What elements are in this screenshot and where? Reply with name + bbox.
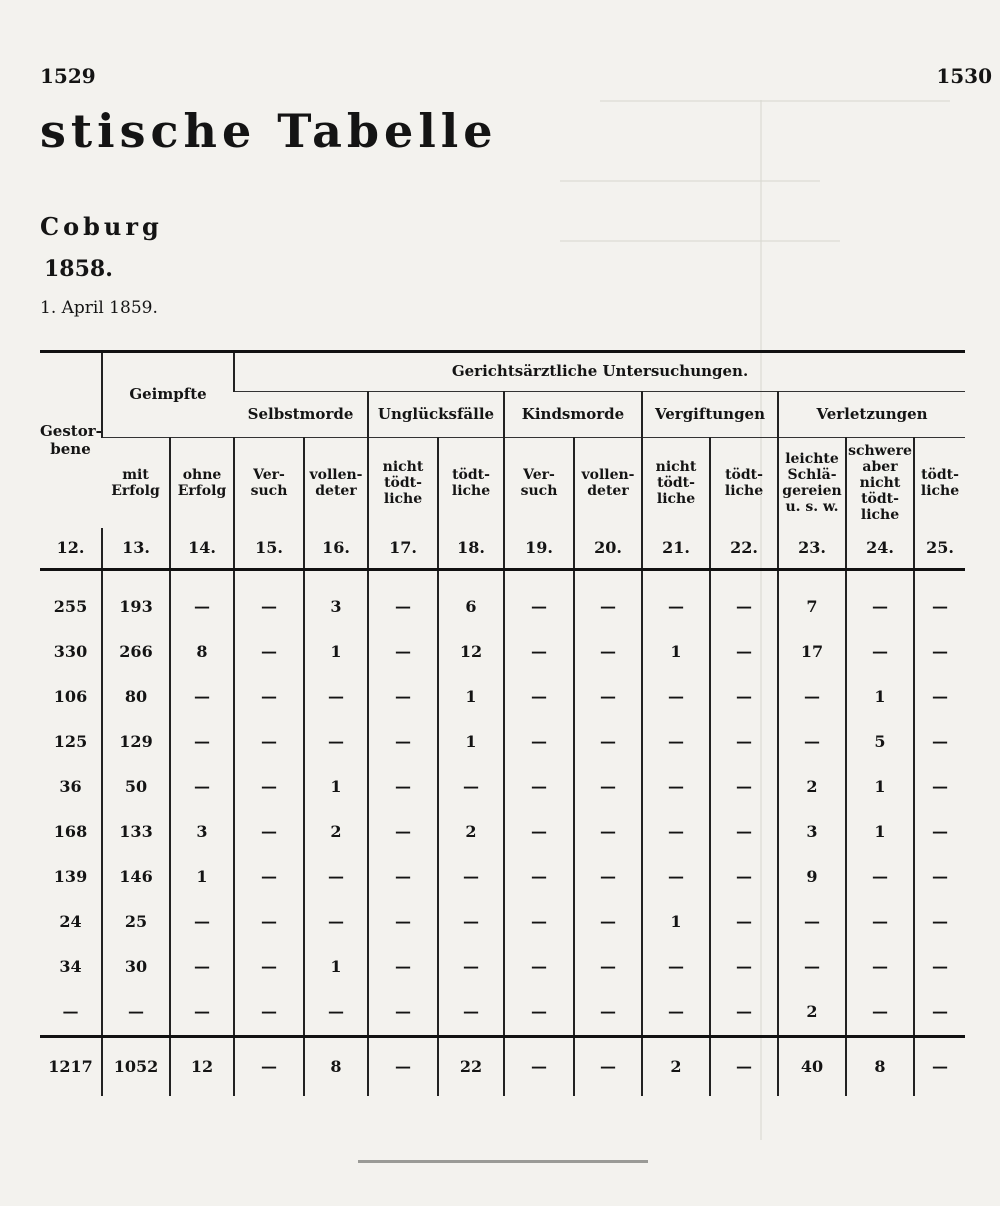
header-kindsmord-vollendeter: vollen- deter bbox=[574, 438, 642, 529]
column-number: 16. bbox=[304, 528, 368, 570]
table-cell: 266 bbox=[102, 630, 170, 675]
place-name: Coburg bbox=[40, 212, 163, 241]
table-cell: — bbox=[368, 900, 438, 945]
table-cell: — bbox=[846, 990, 914, 1037]
table-cell: — bbox=[574, 810, 642, 855]
table-cell: 2 bbox=[304, 810, 368, 855]
header-verletzung-toedtliche: tödt- liche bbox=[914, 438, 965, 529]
total-cell: 1217 bbox=[40, 1037, 102, 1097]
table-cell: — bbox=[710, 765, 778, 810]
bleed-mark bbox=[560, 180, 820, 182]
table-cell: 1 bbox=[438, 720, 504, 765]
table-cell: — bbox=[710, 675, 778, 720]
table-body bbox=[40, 570, 965, 1037]
table-cell: — bbox=[368, 630, 438, 675]
table-cell: — bbox=[234, 945, 304, 990]
table-cell: — bbox=[846, 630, 914, 675]
column-number: 13. bbox=[102, 528, 170, 570]
header-verletzungen: Verletzungen bbox=[778, 392, 965, 438]
table-cell: — bbox=[914, 900, 965, 945]
table-cell: — bbox=[914, 630, 965, 675]
table-cell: 1 bbox=[304, 945, 368, 990]
table-cell: — bbox=[234, 675, 304, 720]
table-row bbox=[40, 855, 965, 900]
table-cell: 25 bbox=[102, 900, 170, 945]
table-cell: 1 bbox=[846, 675, 914, 720]
table-cell: 7 bbox=[778, 570, 846, 631]
table-cell: — bbox=[504, 675, 574, 720]
table-cell: — bbox=[102, 990, 170, 1037]
table-row bbox=[40, 945, 965, 990]
table-totals bbox=[40, 1037, 965, 1097]
table-cell: — bbox=[234, 855, 304, 900]
table-cell: — bbox=[642, 810, 710, 855]
table-cell: 24 bbox=[59, 912, 82, 932]
header-vergiftungen: Vergiftungen bbox=[642, 392, 778, 438]
table-cell: 9 bbox=[778, 855, 846, 900]
table-cell: 106 bbox=[53, 687, 88, 707]
table-cell: — bbox=[846, 900, 914, 945]
header-selbstmorde: Selbstmorde bbox=[247, 404, 354, 423]
table-cell: — bbox=[710, 720, 778, 765]
table-cell: — bbox=[368, 855, 438, 900]
table-cell: — bbox=[504, 900, 574, 945]
bleed-mark bbox=[560, 240, 840, 242]
total-cell: — bbox=[504, 1037, 574, 1097]
table-cell: — bbox=[574, 675, 642, 720]
table-cell: — bbox=[170, 765, 234, 810]
table-cell: 125 bbox=[53, 732, 88, 752]
table-cell: — bbox=[368, 945, 438, 990]
table-cell: 1 bbox=[304, 630, 368, 675]
header-ungluecksfaelle: Unglücksfälle bbox=[368, 392, 504, 438]
table-cell: — bbox=[914, 990, 965, 1037]
table-cell: — bbox=[914, 855, 965, 900]
table-cell: 8 bbox=[170, 630, 234, 675]
table-cell: — bbox=[642, 765, 710, 810]
date-line: 1. April 1859. bbox=[40, 298, 158, 318]
table-cell: 146 bbox=[102, 855, 170, 900]
table-cell: 193 bbox=[102, 570, 170, 631]
statistics-table bbox=[40, 350, 965, 1096]
table-cell: — bbox=[642, 720, 710, 765]
total-cell: 1052 bbox=[102, 1037, 170, 1097]
year: 1858. bbox=[44, 256, 113, 282]
table-cell: — bbox=[710, 630, 778, 675]
header-unglueck-nicht-toedtliche: nicht tödt- liche bbox=[368, 438, 438, 529]
table-cell: — bbox=[504, 990, 574, 1037]
table-cell: — bbox=[914, 810, 965, 855]
table-cell: — bbox=[504, 765, 574, 810]
table-cell: — bbox=[710, 990, 778, 1037]
table-cell: — bbox=[368, 765, 438, 810]
header-kindsmorde: Kindsmorde bbox=[504, 392, 642, 438]
header-gerichtsaerztliche: Gerichtsärztliche Untersuchungen. bbox=[234, 352, 965, 392]
total-cell: — bbox=[574, 1037, 642, 1097]
table-cell: — bbox=[914, 945, 965, 990]
header-mit-erfolg: mit Erfolg bbox=[111, 466, 160, 499]
table-cell: — bbox=[170, 900, 234, 945]
column-number: 15. bbox=[234, 528, 304, 570]
table-cell: — bbox=[574, 990, 642, 1037]
table-cell: — bbox=[368, 720, 438, 765]
table-cell: 3 bbox=[778, 810, 846, 855]
table-cell: — bbox=[304, 990, 368, 1037]
table-cell: 2 bbox=[438, 810, 504, 855]
header-leichte-schlaegereien: leichte Schlä- gereien u. s. w. bbox=[778, 438, 846, 529]
table-cell: 50 bbox=[102, 765, 170, 810]
column-number: 18. bbox=[438, 528, 504, 570]
header-kindsmord-versuch: Ver- such bbox=[504, 438, 574, 529]
total-cell: — bbox=[234, 1037, 304, 1097]
table-cell: 34 bbox=[59, 957, 82, 977]
table-cell: 1 bbox=[304, 765, 368, 810]
table-cell: — bbox=[234, 570, 304, 631]
table-cell: — bbox=[574, 855, 642, 900]
table-cell: 3 bbox=[170, 810, 234, 855]
table-cell: — bbox=[710, 570, 778, 631]
table-cell: 1 bbox=[846, 810, 914, 855]
table-cell: — bbox=[62, 1002, 79, 1022]
column-number-row bbox=[40, 528, 965, 570]
table-cell: — bbox=[234, 630, 304, 675]
column-number: 23. bbox=[778, 528, 846, 570]
table-cell: — bbox=[504, 570, 574, 631]
table-cell: — bbox=[574, 570, 642, 631]
column-number: 25. bbox=[914, 528, 965, 570]
table-cell: 36 bbox=[59, 777, 82, 797]
table-cell: — bbox=[914, 720, 965, 765]
table-cell: — bbox=[574, 900, 642, 945]
table-cell: — bbox=[368, 990, 438, 1037]
table-cell: — bbox=[368, 675, 438, 720]
table-row bbox=[40, 765, 965, 810]
column-number: 22. bbox=[710, 528, 778, 570]
table-cell: — bbox=[304, 855, 368, 900]
total-cell: — bbox=[914, 1037, 965, 1097]
header-gestorbene: Gestor- bene bbox=[40, 352, 102, 529]
header-unglueck-toedtliche: tödt- liche bbox=[438, 438, 504, 529]
header-vergiftung-toedtliche: tödt- liche bbox=[710, 438, 778, 529]
page-number-left: 1529 bbox=[40, 64, 96, 88]
table-cell: — bbox=[504, 720, 574, 765]
table-row bbox=[40, 720, 965, 765]
table-cell: — bbox=[170, 945, 234, 990]
table-cell: — bbox=[368, 570, 438, 631]
bottom-rule bbox=[358, 1160, 648, 1163]
table-cell: — bbox=[170, 675, 234, 720]
table-cell: — bbox=[170, 720, 234, 765]
table-row bbox=[40, 900, 965, 945]
table-cell: — bbox=[504, 945, 574, 990]
table-cell: — bbox=[234, 900, 304, 945]
header-selbstmord-versuch: Ver- such bbox=[234, 438, 304, 529]
table-cell: — bbox=[304, 900, 368, 945]
table-cell: — bbox=[504, 810, 574, 855]
table-cell: — bbox=[170, 570, 234, 631]
column-number: 14. bbox=[170, 528, 234, 570]
table-cell: — bbox=[642, 855, 710, 900]
table-cell: 80 bbox=[102, 675, 170, 720]
table-cell: — bbox=[914, 675, 965, 720]
table-cell: 1 bbox=[642, 630, 710, 675]
column-number: 20. bbox=[574, 528, 642, 570]
table-cell: 1 bbox=[438, 675, 504, 720]
total-cell: — bbox=[710, 1037, 778, 1097]
column-number: 17. bbox=[368, 528, 438, 570]
header-geimpfte: Geimpfte bbox=[102, 352, 234, 438]
table-cell: — bbox=[574, 630, 642, 675]
table-row bbox=[40, 675, 965, 720]
table-cell: 12 bbox=[438, 630, 504, 675]
table-cell: — bbox=[710, 855, 778, 900]
table-cell: — bbox=[234, 720, 304, 765]
column-number: 21. bbox=[642, 528, 710, 570]
table-cell: — bbox=[642, 990, 710, 1037]
header-vergiftung-nicht-toedtliche: nicht tödt- liche bbox=[642, 438, 710, 529]
table-row bbox=[40, 810, 965, 855]
table-cell: — bbox=[642, 945, 710, 990]
table-cell: — bbox=[234, 810, 304, 855]
table-cell: — bbox=[778, 675, 846, 720]
header-ohne-erfolg: ohne Erfolg bbox=[170, 438, 234, 529]
header-selbstmord-vollendeter: vollen- deter bbox=[304, 438, 368, 529]
table-cell: — bbox=[778, 720, 846, 765]
total-cell: 40 bbox=[778, 1037, 846, 1097]
table-cell: — bbox=[234, 765, 304, 810]
table-cell: — bbox=[778, 945, 846, 990]
table-cell: — bbox=[574, 765, 642, 810]
table-cell: — bbox=[304, 720, 368, 765]
column-number: 19. bbox=[504, 528, 574, 570]
table-cell: 1 bbox=[170, 855, 234, 900]
table-cell: — bbox=[304, 675, 368, 720]
table-cell: 133 bbox=[102, 810, 170, 855]
table-cell: — bbox=[642, 570, 710, 631]
table-cell: 3 bbox=[304, 570, 368, 631]
table-cell: — bbox=[438, 765, 504, 810]
table-cell: 2 bbox=[778, 990, 846, 1037]
table-cell: — bbox=[846, 570, 914, 631]
bleed-mark bbox=[600, 100, 950, 102]
table-cell: 255 bbox=[53, 597, 88, 617]
table-cell: — bbox=[710, 945, 778, 990]
table-cell: — bbox=[846, 855, 914, 900]
table-cell: — bbox=[234, 990, 304, 1037]
table-cell: — bbox=[504, 630, 574, 675]
table-cell: — bbox=[438, 945, 504, 990]
table-cell: 17 bbox=[778, 630, 846, 675]
table-cell: 129 bbox=[102, 720, 170, 765]
table-cell: — bbox=[504, 855, 574, 900]
table-cell: — bbox=[710, 810, 778, 855]
table-cell: — bbox=[642, 675, 710, 720]
total-cell: 22 bbox=[438, 1037, 504, 1097]
table-cell: — bbox=[778, 900, 846, 945]
totals-row bbox=[40, 1037, 965, 1097]
table-cell: 168 bbox=[53, 822, 88, 842]
table-cell: 6 bbox=[438, 570, 504, 631]
total-cell: 8 bbox=[304, 1037, 368, 1097]
page-title: stische Tabelle bbox=[40, 104, 498, 158]
table-cell: 330 bbox=[53, 642, 88, 662]
table-cell: 1 bbox=[642, 900, 710, 945]
table-cell: — bbox=[574, 720, 642, 765]
table-cell: — bbox=[170, 990, 234, 1037]
total-cell: 2 bbox=[642, 1037, 710, 1097]
column-number: 12. bbox=[40, 528, 102, 570]
table-cell: 2 bbox=[778, 765, 846, 810]
total-cell: 12 bbox=[170, 1037, 234, 1097]
table-cell: 139 bbox=[53, 867, 88, 887]
table-cell: — bbox=[846, 945, 914, 990]
table-row bbox=[40, 990, 965, 1037]
table-cell: — bbox=[914, 765, 965, 810]
table-cell: — bbox=[914, 570, 965, 631]
total-cell: — bbox=[368, 1037, 438, 1097]
table-cell: 30 bbox=[102, 945, 170, 990]
header-schwere-nicht-toedtliche: schwere aber nicht tödt- liche bbox=[846, 438, 914, 529]
table-cell: — bbox=[710, 900, 778, 945]
table-cell: — bbox=[438, 855, 504, 900]
table-cell: 1 bbox=[846, 765, 914, 810]
table-row bbox=[40, 570, 965, 631]
column-number: 24. bbox=[846, 528, 914, 570]
table-row bbox=[40, 630, 965, 675]
total-cell: 8 bbox=[846, 1037, 914, 1097]
table-cell: — bbox=[368, 810, 438, 855]
table-cell: — bbox=[438, 990, 504, 1037]
table-cell: 5 bbox=[846, 720, 914, 765]
table-cell: — bbox=[438, 900, 504, 945]
table-cell: — bbox=[574, 945, 642, 990]
page-number-right: 1530 bbox=[936, 64, 992, 88]
